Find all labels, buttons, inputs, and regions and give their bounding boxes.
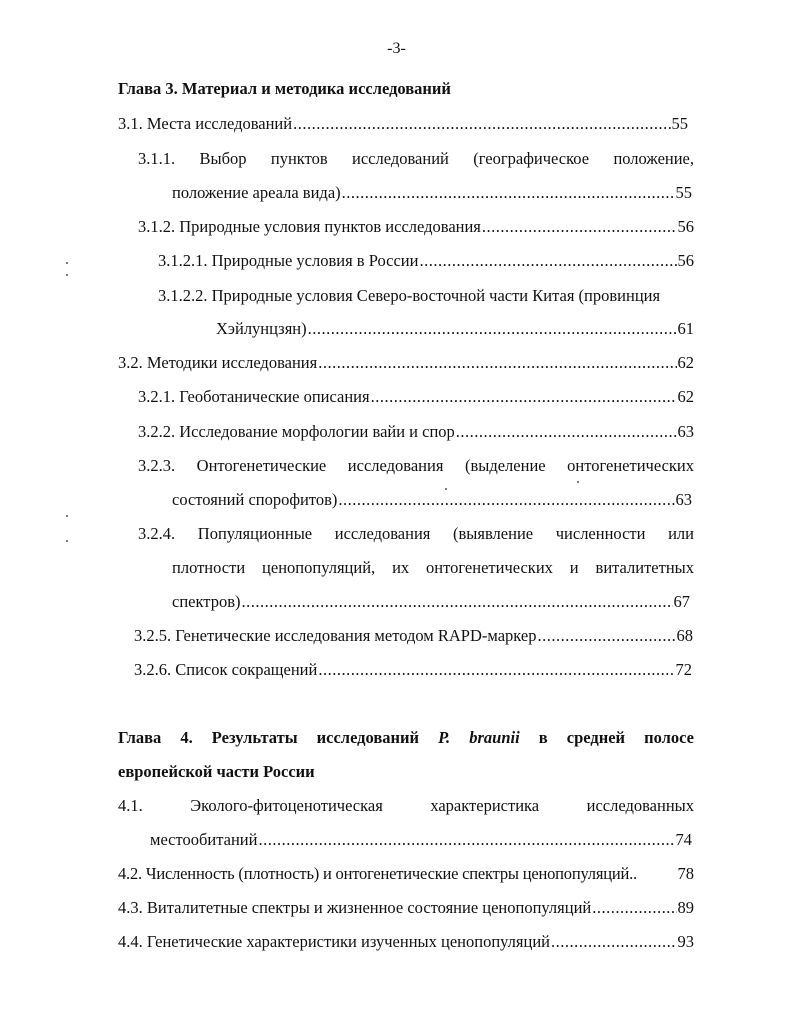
toc-entry-text: 3.1.2.1. Природные условия в России bbox=[158, 251, 419, 270]
toc-entry-3-1[interactable] bbox=[118, 113, 688, 135]
toc-entry-3-2-3[interactable] bbox=[172, 489, 692, 511]
scan-speck bbox=[66, 262, 68, 264]
toc-entry-text: 4.4. Генетические характеристики изученных ценопопуляций bbox=[118, 932, 550, 951]
toc-entry-3-2-2[interactable] bbox=[138, 421, 694, 443]
scan-speck bbox=[66, 540, 68, 542]
leader-dots bbox=[241, 591, 672, 613]
toc-page-number: 56 bbox=[677, 251, 694, 270]
leader-dots bbox=[342, 182, 675, 204]
toc-page-number: 89 bbox=[677, 898, 694, 917]
toc-entry-text: 3.2. Методики исследования bbox=[118, 353, 318, 372]
scan-speck bbox=[577, 481, 579, 483]
toc-entry-3-2-4[interactable] bbox=[172, 591, 690, 613]
toc-entry-3-2-6[interactable] bbox=[134, 659, 692, 681]
toc-entry-3-1-2-1[interactable] bbox=[158, 250, 694, 272]
toc-entry-3-1-1[interactable] bbox=[172, 182, 692, 204]
toc-entry-3-1-2[interactable] bbox=[138, 216, 694, 238]
leader-dots bbox=[293, 113, 670, 135]
toc-entry-4-3[interactable] bbox=[118, 897, 694, 919]
toc-page-number: 56 bbox=[677, 217, 694, 236]
toc-page-number: 67 bbox=[673, 592, 690, 611]
toc-entry-text: 3.2.6. Список сокращений bbox=[134, 660, 318, 679]
toc-entry-3-2-4-line2: плотности ценопопуляций, их онтогенетических и виталитетных bbox=[172, 558, 694, 577]
toc-entry-text: 3.2.1. Геоботанические описания bbox=[138, 387, 370, 406]
leader-dots bbox=[338, 489, 674, 511]
toc-entry-text: 4.2. Численность (плотность) и онтогенетические спектры ценопопуляций.. bbox=[118, 864, 637, 883]
toc-entry-text: 3.1. Места исследований bbox=[118, 114, 293, 133]
toc-entry-text: 3.2.2. Исследование морфологии вайи и спор bbox=[138, 422, 455, 441]
toc-entry-text: Хэйлунцзян) bbox=[216, 319, 307, 338]
leader-dots bbox=[308, 318, 677, 340]
chapter-4-title-part: Глава 4. Результаты исследований bbox=[118, 728, 439, 747]
toc-entry-4-2[interactable] bbox=[118, 863, 694, 885]
leader-dots bbox=[537, 625, 675, 647]
toc-page-number: 61 bbox=[677, 319, 694, 338]
scan-speck bbox=[66, 515, 68, 517]
toc-page-number: 78 bbox=[677, 864, 694, 883]
leader-dots bbox=[258, 829, 674, 851]
toc-entry-text: спектров) bbox=[172, 592, 241, 611]
toc-page-number: 62 bbox=[677, 353, 694, 372]
toc-page-number: 93 bbox=[677, 932, 694, 951]
toc-entry-3-1-2-2[interactable] bbox=[216, 318, 694, 340]
toc-page-number: 74 bbox=[675, 830, 692, 849]
species-name: P. braunii bbox=[438, 728, 520, 747]
toc-entry-3-2-4-line1: 3.2.4. Популяционные исследования (выявление численности или bbox=[138, 524, 694, 543]
toc-entry-3-1-1-line1: 3.1.1. Выбор пунктов исследований (географическое положение, bbox=[138, 149, 694, 168]
leader-dots bbox=[318, 659, 674, 681]
toc-entry-text: 3.1.2. Природные условия пунктов исследования bbox=[138, 217, 481, 236]
page-number: -3- bbox=[387, 40, 406, 57]
leader-dots bbox=[456, 421, 677, 443]
scan-speck bbox=[66, 274, 68, 276]
toc-entry-4-1-line1: 4.1. Эколого-фитоценотическая характеристика исследованных bbox=[118, 796, 694, 815]
leader-dots bbox=[371, 386, 677, 408]
toc-page-number: 55 bbox=[675, 183, 692, 202]
toc-entry-3-1-2-2-line1: 3.1.2.2. Природные условия Северо-восточной части Китая (провинция bbox=[158, 286, 661, 305]
scan-speck bbox=[445, 488, 447, 490]
leader-dots bbox=[318, 352, 676, 374]
toc-entry-text: местообитаний bbox=[150, 830, 258, 849]
chapter-4-title-line2: европейской части России bbox=[118, 762, 315, 781]
toc-page-number: 63 bbox=[675, 490, 692, 509]
chapter-4-title-line1 bbox=[118, 727, 694, 749]
toc-page-number: 68 bbox=[676, 626, 693, 645]
toc-page-number: 62 bbox=[677, 387, 694, 406]
leader-dots bbox=[419, 250, 676, 272]
leader-dots bbox=[551, 931, 677, 953]
chapter-3-title: Глава 3. Материал и методика исследований bbox=[118, 79, 451, 98]
toc-entry-text: 4.3. Виталитетные спектры и жизненное состояние ценопопуляций bbox=[118, 898, 592, 917]
toc-entry-3-2-1[interactable] bbox=[138, 386, 694, 408]
toc-page-number: 72 bbox=[675, 660, 692, 679]
toc-entry-3-2[interactable] bbox=[118, 352, 694, 374]
toc-entry-3-2-3-line1: 3.2.3. Онтогенетические исследования (выделение онтогенетических bbox=[138, 456, 694, 475]
toc-page-number: 55 bbox=[671, 114, 688, 133]
toc-entry-3-2-5[interactable] bbox=[134, 625, 693, 647]
toc-entry-4-4[interactable] bbox=[118, 931, 694, 953]
toc-entry-text: положение ареала вида) bbox=[172, 183, 341, 202]
chapter-4-title-part: в средней полосе bbox=[519, 728, 694, 747]
toc-entry-text: состояний спорофитов) bbox=[172, 490, 338, 509]
toc-entry-text: 3.2.5. Генетические исследования методом RAPD-маркер bbox=[134, 626, 537, 645]
toc-entry-4-1[interactable] bbox=[150, 829, 692, 851]
leader-dots bbox=[592, 897, 676, 919]
toc-page-number: 63 bbox=[677, 422, 694, 441]
leader-dots bbox=[482, 216, 677, 238]
